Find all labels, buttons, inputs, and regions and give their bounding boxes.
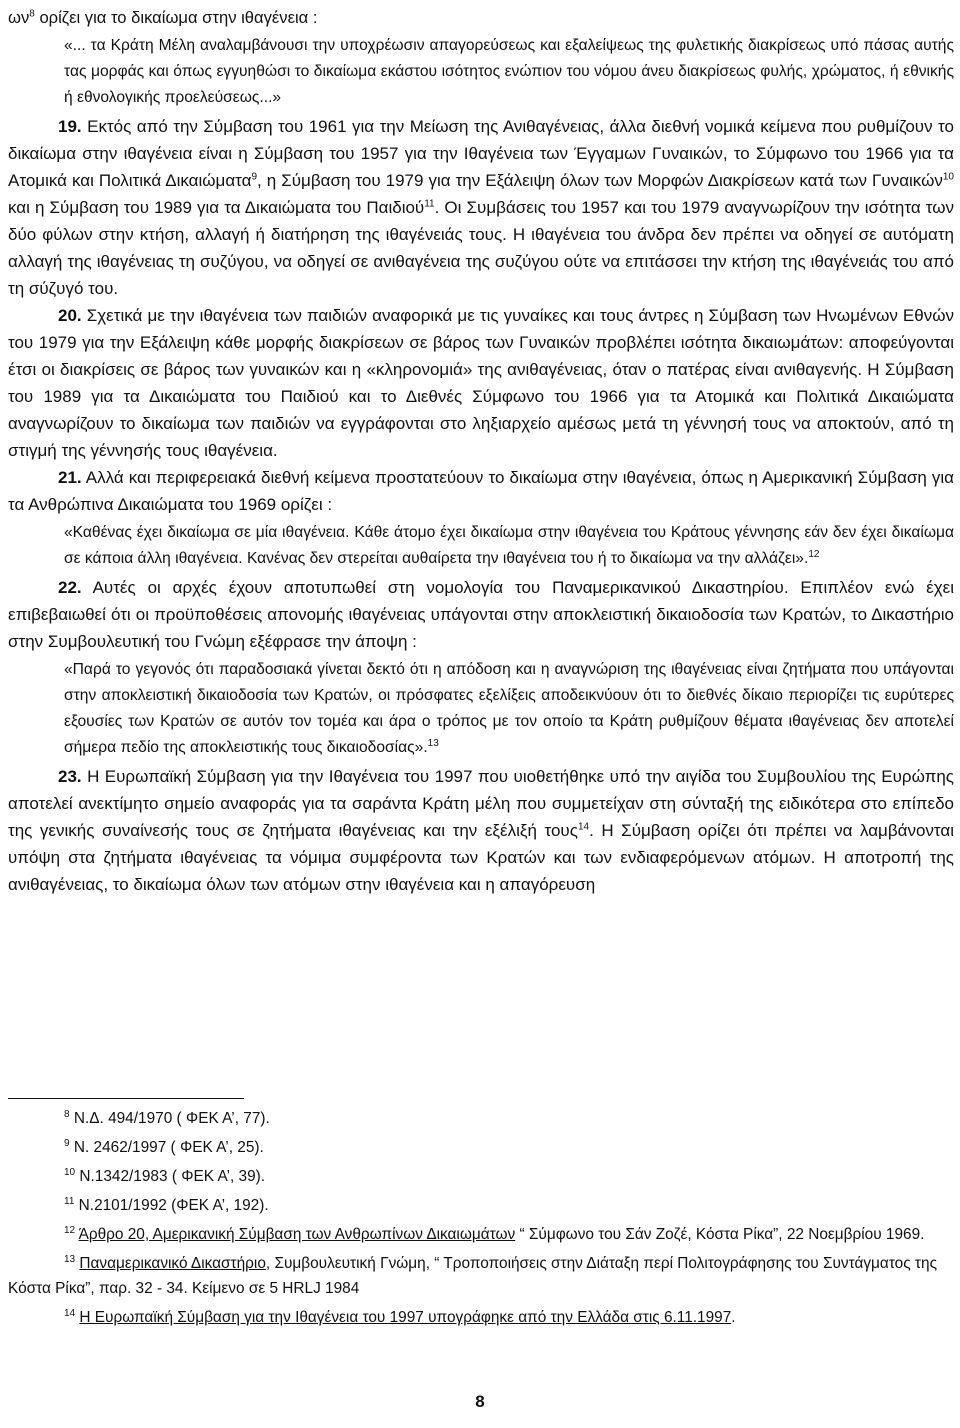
paragraph-text: Η Ευρωπαϊκή Σύμβαση για την Ιθαγένεια του 1997 που υιοθετήθηκε υπό την αιγίδα του Συμβουλίου της Ευρώπης αποτελεί ανεκτίμητο σημείο αναφοράς για τα σαράντα Κράτη μέλη που συμμετείχαν στη σύνταξή της ειδικότερα στο επίπεδο της γενικής συναίνεσής τους σε ζητήματα ιθαγένειας και την εξέλιξή τους [8, 767, 954, 840]
footnote-number: 13 [64, 1253, 76, 1265]
intro-text: ων [8, 8, 30, 27]
footnote-11 [8, 1193, 954, 1218]
quote-text: «Παρά το γεγονός ότι παραδοσιακά γίνεται δεκτό ότι η απόδοση και η αναγνώριση της ιθαγένειας είναι ζητήματα που υπάγονται στην αποκλειστική δικαιοδοσία των Κρατών, οι πρόσφατες εξελίξεις αποδεικνύουν ότι το διεθνές δίκαιο περιορίζει τις ευρύτερες εξουσίες των Κρατών σε αυτόν τον τομέα και άρα ο τρόπος με τον οποίο τα Κράτη ρυθμίζουν θέματα ιθαγένειας δεν αποτελεί σήμερα πεδίο της αποκλειστικής τους δικαιοδοσίας». [64, 661, 954, 756]
paragraph-22 [8, 574, 954, 655]
paragraph-19 [8, 113, 954, 302]
footnote-9 [8, 1135, 954, 1160]
quote-text: «Καθένας έχει δικαίωμα σε μία ιθαγένεια. Κάθε άτομο έχει δικαίωμα στην ιθαγένεια του Κράτους γέννησης εάν δεν έχει δικαίωμα σε κάποια άλλη ιθαγένεια. Κανένας δεν στερείται αυθαίρετα την ιθαγένεια του ή το δικαίωμα να την αλλάζει». [64, 524, 954, 567]
paragraph-21 [8, 464, 954, 518]
paragraph-text: . Οι Συμβάσεις του 1957 και του 1979 αναγνωρίζουν την ισότητα των δύο φύλων στην κτήση, αλλαγή ή διατήρηση της ιθαγένειάς τους. Η ιθαγένεια του άνδρα δεν πρέπει να οδηγεί σε αυτόματη αλλαγή της ιθαγένειας τη συζύγου, να οδηγεί σε ανιθαγένεια της συζύγου ούτε να επιτάσσει την κτήση της ιθαγένειάς του από τη σύζυγό του. [8, 198, 954, 298]
paragraph-number: 20. [58, 306, 82, 325]
footnote-ref[interactable]: 9 [251, 171, 258, 183]
paragraph-text: Εκτός από την Σύμβαση του 1961 για την Μείωση της Ανιθαγένειας, άλλα διεθνή νομικά κείμενα που ρυθμίζουν το δικαίωμα στην ιθαγένεια είναι η Σύμβαση του 1957 για την Ιθαγένεια των Έγγαμων Γυναικών, το Σύμφωνο του 1966 για τα Ατομικά και Πολιτικά Δικαιώματα [8, 117, 954, 190]
footnote-13 [8, 1251, 954, 1301]
footnote-divider [8, 1098, 244, 1099]
footnote-number: 8 [64, 1108, 70, 1120]
page-number: 8 [475, 1392, 485, 1411]
paragraph-text: , η Σύμβαση του 1979 για την Εξάλειψη όλων των Μορφών Διακρίσεων κατά των Γυναικών [257, 171, 943, 190]
intro-text-cont: ορίζει για το δικαίωμα στην ιθαγένεια : [34, 8, 318, 27]
paragraph-text: Σχετικά με την ιθαγένεια των παιδιών αναφορικά με τις γυναίκες και τους άντρες η Σύμβαση των Ηνωμένων Εθνών του 1979 για την Εξάλειψη κάθε μορφής διακρίσεων σε βάρος των Γυναικών προβλέπει ισότητα δικαιωμάτων: αποφεύγονται έτσι οι διακρίσεις σε βάρος των γυναικών και η «κληρονομιά» της ανιθαγένειας, όταν ο πατέρας είναι ανιθαγενής. Η Σύμβαση του 1989 για τα Δικαιώματα του Παιδιού και το Διεθνές Σύμφωνο του 1966 για τα Ατομικά και Πολιτικά Δικαιώματα αναγνωρίζουν το δικαίωμα των παιδιών να εγγράφονται στο ληξιαρχείο αμέσως μετά τη γέννησή τους να αποκτούν, από τη στιγμή της γέννησής τους ιθαγένεια. [8, 306, 954, 460]
footnote-text: Ν.Δ. 494/1970 ( ΦΕΚ Α’, 77). [73, 1110, 270, 1127]
paragraph-text: Αλλά και περιφερειακά διεθνή κείμενα προστατεύουν το δικαίωμα στην ιθαγένεια, όπως η Αμερικανική Σύμβαση για τα Ανθρώπινα Δικαιώματα του 1969 ορίζει : [8, 468, 954, 514]
paragraph-23 [8, 763, 954, 898]
footnote-8 [8, 1106, 954, 1131]
paragraph-number: 19. [58, 117, 82, 136]
footnote-link[interactable]: Άρθρο 20, Αμερικανική Σύμβαση των Ανθρωπίνων Δικαιωμάτων [78, 1226, 516, 1243]
paragraph-number: 23. [58, 767, 82, 786]
quote-block: «... τα Κράτη Μέλη αναλαμβάνουσι την υποχρέωσιν απαγορεύσεως και εξαλείψεως της φυλετικής διακρίσεως υπό πάσας αυτής τας μορφάς και όπως εγγυηθώσι το δικαίωμα εκάστου ισότητος ενώπιον του νόμου άνευ διακρίσεως φυλής, χρώματος, ή εθνικής ή εθνολογικής προελεύσεως...» [64, 37, 954, 106]
footnote-ref[interactable]: 12 [808, 548, 820, 560]
footnote-14 [8, 1305, 954, 1330]
paragraph-number: 22. [58, 578, 82, 597]
footnotes [8, 1106, 954, 1334]
paragraph-text: . Η Σύμβαση ορίζει ότι πρέπει να λαμβάνονται υπόψη στα ζητήματα ιθαγένειας τα νόμιμα συμφέροντα των Κρατών και των ενδιαφερόμενων ατόμων. Η αποτροπή της ανιθαγένειας, το δικαίωμα όλων των ατόμων στην ιθαγένεια και η απαγόρευση [8, 821, 954, 894]
footnote-text: , Συμβουλευτική Γνώμη, “ Τροποποιήσεις στην Διάταξη περί Πολιτογράφησης του Συντάγματος της Κόστα Ρίκα”, παρ. 32 - 34. Κείμενο σε 5 HRLJ 1984 [8, 1255, 937, 1297]
footnote-text: . [731, 1309, 736, 1326]
paragraph-number: 21. [58, 468, 82, 487]
quote-block [8, 520, 954, 572]
paragraph-20 [8, 302, 954, 464]
footnote-ref[interactable]: 13 [427, 737, 439, 749]
intro-line [8, 4, 954, 31]
footnote-text: Ν. 2462/1997 ( ΦΕΚ Α’, 25). [73, 1139, 264, 1156]
footnote-number: 10 [64, 1166, 76, 1178]
footnote-number: 11 [64, 1195, 75, 1207]
quote-block [8, 657, 954, 761]
footnote-ref[interactable]: 8 [29, 8, 35, 20]
footnote-10 [8, 1164, 954, 1189]
footnote-number: 9 [64, 1137, 70, 1149]
footnote-ref[interactable]: 10 [942, 171, 954, 183]
footnote-ref[interactable]: 14 [577, 821, 590, 833]
footnote-12 [8, 1222, 954, 1247]
paragraph-text: και η Σύμβαση του 1989 για τα Δικαιώματα του Παιδιού [8, 198, 425, 217]
footnote-ref[interactable]: 11 [424, 198, 435, 210]
footnote-link[interactable]: Η Ευρωπαϊκή Σύμβαση για την Ιθαγένεια του 1997 υπογράφηκε από την Ελλάδα στις 6.11.1997 [79, 1309, 732, 1326]
footnote-text: Ν.1342/1983 ( ΦΕΚ Α’, 39). [79, 1168, 266, 1185]
main-text [8, 4, 954, 898]
footnote-text: Ν.2101/1992 (ΦΕΚ Α’, 192). [78, 1197, 269, 1214]
footnote-number: 12 [64, 1224, 76, 1236]
paragraph-text: Αυτές οι αρχές έχουν αποτυπωθεί στη νομολογία του Παναμερικανικού Δικαστηρίου. Επιπλέον ενώ έχει επιβεβαιωθεί ότι οι προϋποθέσεις απονομής ιθαγένειας υπάγονται στην αποκλειστική δικαιοδοσία των Κρατών, το Δικαστήριο στην Συμβουλευτική του Γνώμη εξέφρασε την άποψη : [8, 578, 954, 651]
footnote-number: 14 [64, 1307, 76, 1319]
footnote-link[interactable]: Παναμερικανικό Δικαστήριο [79, 1255, 266, 1272]
footnote-text: “ Σύμφωνο του Σάν Ζοζέ, Κόστα Ρίκα”, 22 Νοεμβρίου 1969. [515, 1226, 925, 1243]
